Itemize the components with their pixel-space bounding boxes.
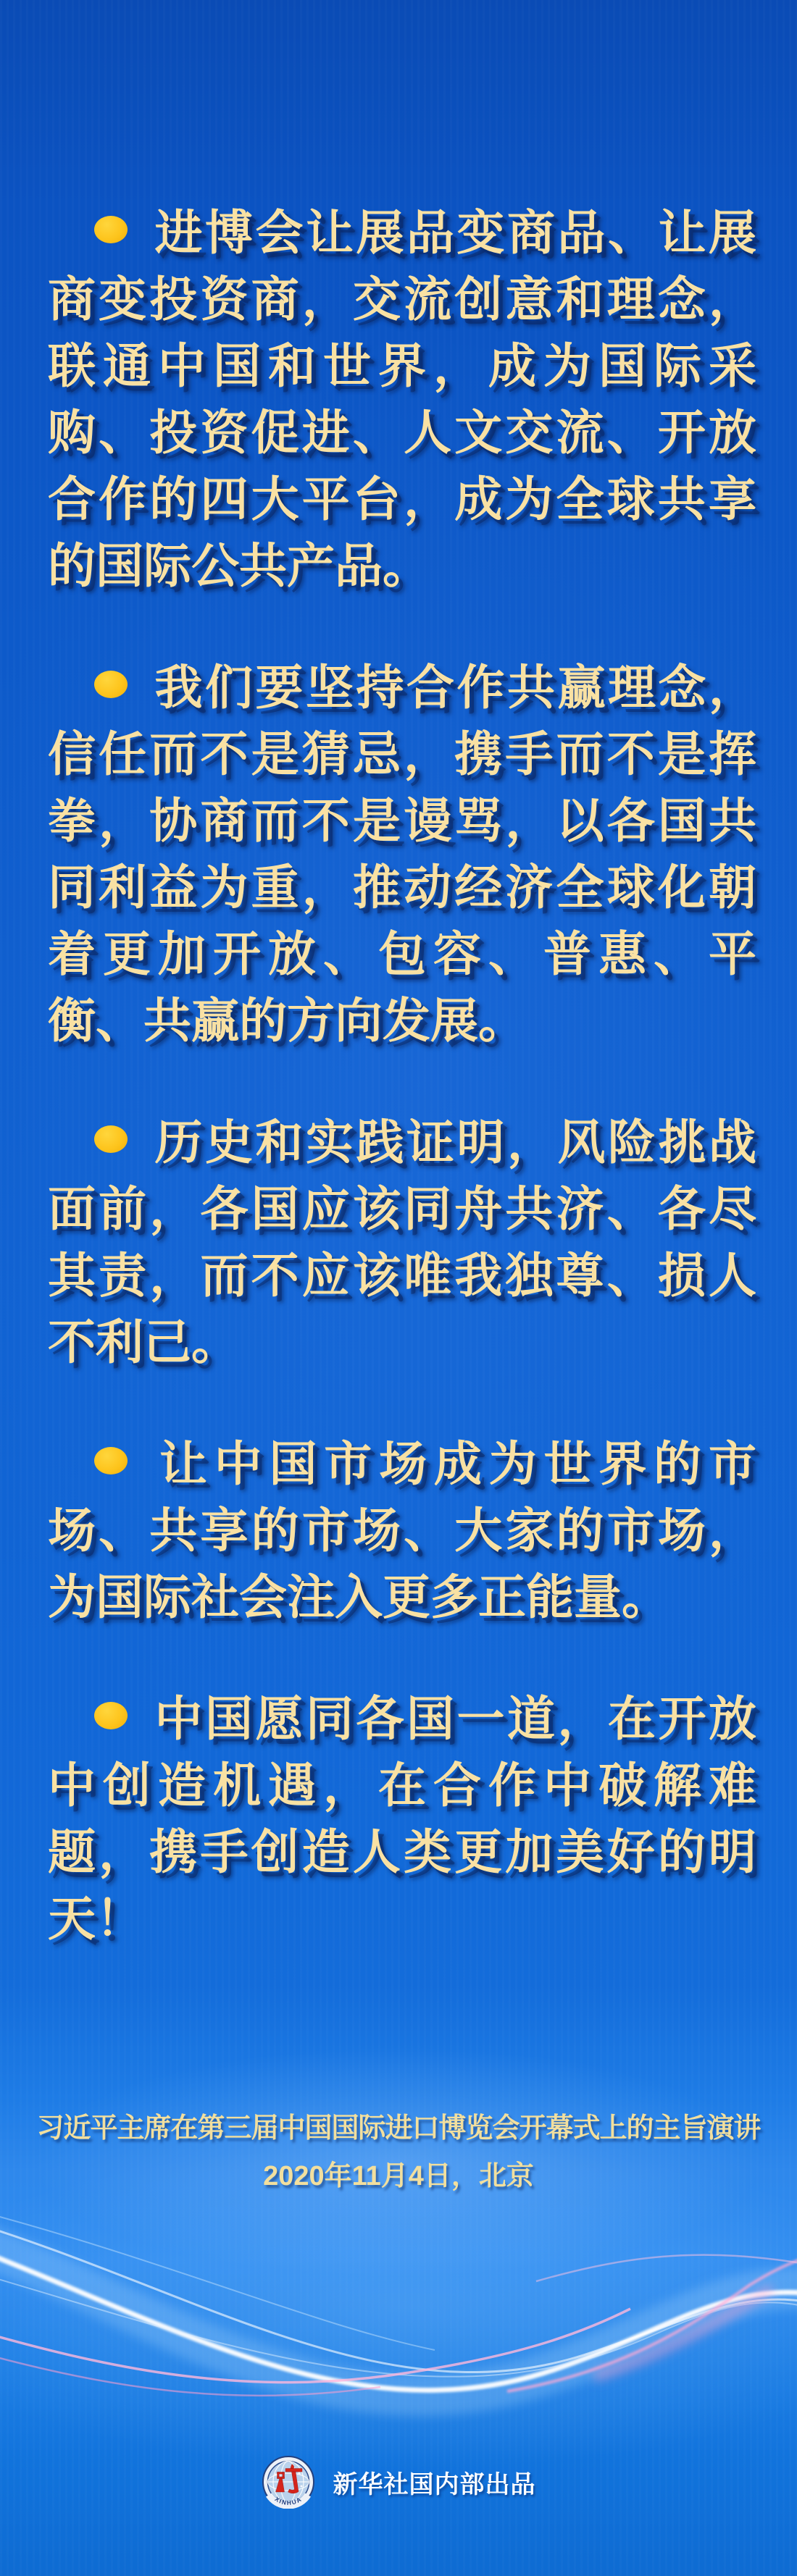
quote-paragraph: [48, 1110, 756, 1377]
bullet-icon: [94, 671, 128, 698]
bullet-icon: [94, 1702, 128, 1729]
publisher-text: 新华社国内部出品: [333, 2470, 536, 2499]
attribution-title: 习近平主席在第三届中国国际进口博览会开幕式上的主旨演讲: [36, 2113, 761, 2144]
attribution: [0, 2106, 797, 2202]
bullet-icon: [94, 216, 128, 243]
bullet-icon: [94, 1125, 128, 1153]
quote-paragraph: [48, 655, 756, 1055]
quote-text: 历史和实践证明，风险挑战面前，各国应该同舟共济、各尽其责，而不应该唯我独尊、损人不利己。: [48, 1117, 756, 1369]
xinhua-logo-label: XINHUA: [273, 2495, 303, 2506]
quote-paragraph: [48, 201, 756, 600]
quote-text: 进博会让展品变商品、让展商变投资商，交流创意和理念，联通中国和世界，成为国际采购、投资促进、人文交流、开放合作的四大平台，成为全球共享的国际公共产品。: [48, 207, 756, 593]
quote-text: 我们要坚持合作共赢理念，信任而不是猜忌，携手而不是挥拳，协商而不是谩骂，以各国共同利益为重，推动经济全球化朝着更加开放、包容、普惠、平衡、共赢的方向发展。: [48, 662, 756, 1048]
attribution-date-location: 2020年11月4日，北京: [263, 2161, 534, 2191]
quote-text: 中国愿同各国一道，在开放中创造机遇，在合作中破解难题，携手创造人类更加美好的明天！: [48, 1693, 756, 1946]
quote-paragraph: [48, 1432, 756, 1632]
bullet-icon: [94, 1447, 128, 1474]
xinhua-logo-icon: [262, 2455, 315, 2509]
light-waves-graphic: [0, 2202, 797, 2433]
publisher: [0, 2455, 797, 2509]
quote-list: [0, 201, 797, 2008]
quote-text: 让中国市场成为世界的市场、共享的市场、大家的市场，为国际社会注入更多正能量。: [48, 1438, 756, 1624]
quote-paragraph: [48, 1687, 756, 1953]
